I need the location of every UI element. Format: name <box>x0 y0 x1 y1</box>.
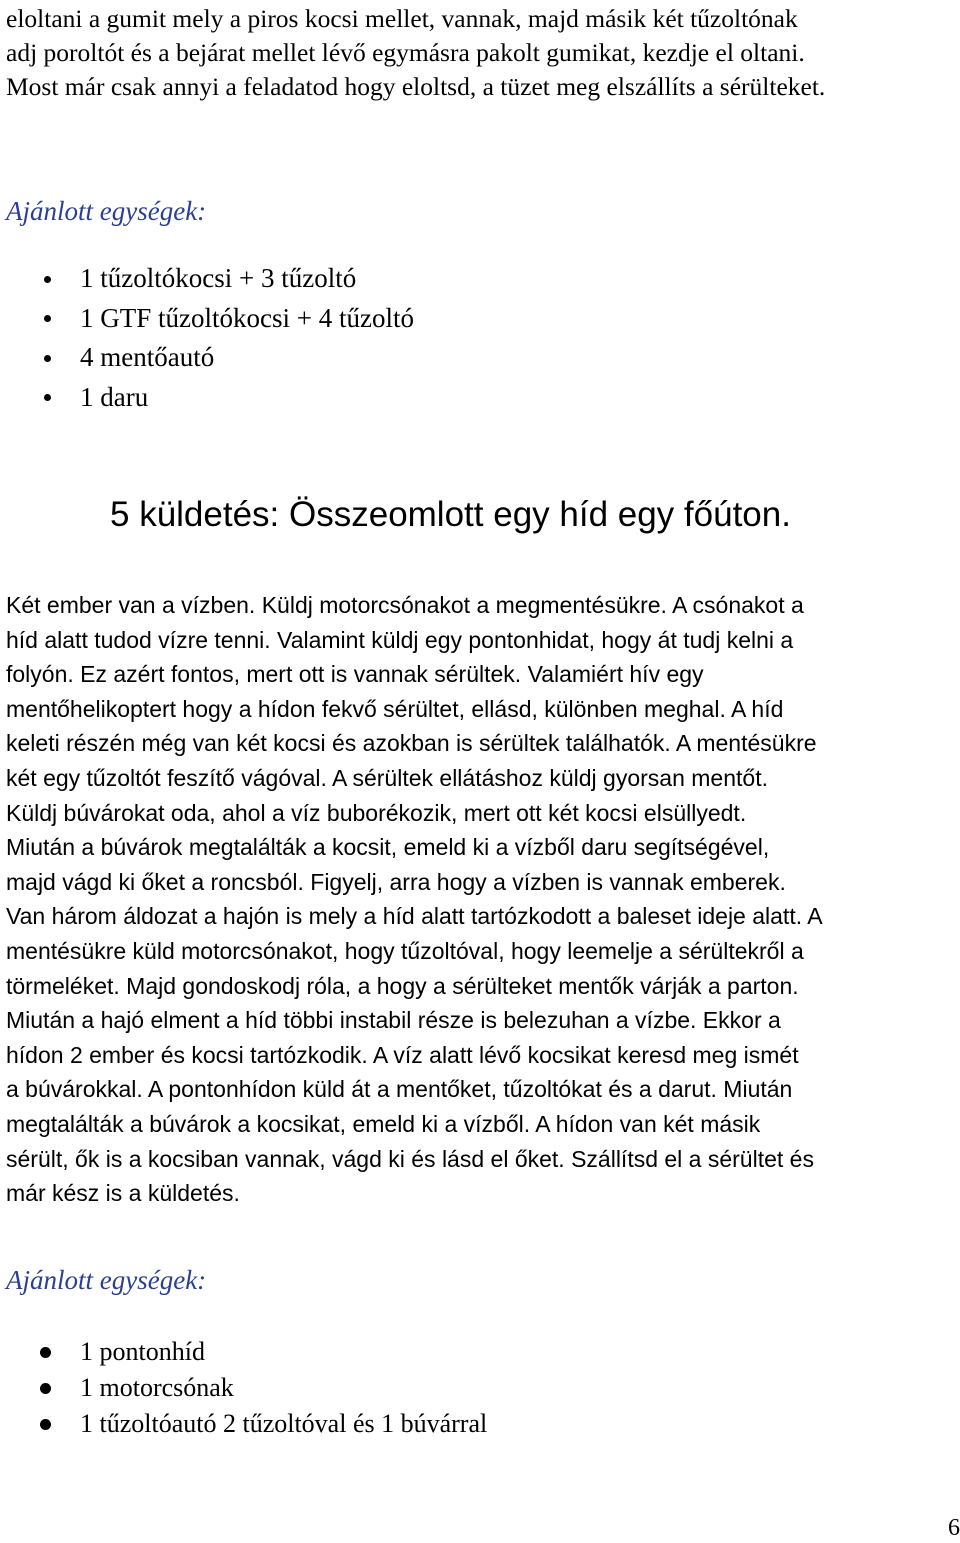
text-line: mentésükre küld motorcsónakot, hogy tűzoltóval, hogy leemelje a sérültekről a <box>6 937 804 964</box>
text-line: keleti részén még van két kocsi és azokban is sérültek találhatók. A mentésükre <box>6 730 817 757</box>
recommended-units-heading-2: Ajánlott egységek: <box>6 1265 207 1295</box>
bullet-icon <box>44 394 51 401</box>
list-item: 1 pontonhíd <box>0 1334 487 1370</box>
text-line: adj poroltót és a bejárat mellet lévő egymásra pakolt gumikat, kezdje el oltani. <box>6 38 805 67</box>
list-item: 1 motorcsónak <box>0 1370 487 1406</box>
text-line: hídon 2 ember és kocsi tartózkodik. A víz alatt lévő kocsikat keresd meg ismét <box>6 1041 799 1068</box>
list-item: 1 tűzoltókocsi + 3 tűzoltó <box>0 259 414 299</box>
text-line: megtalálták a búvárok a kocsikat, emeld ki a vízből. A hídon van két másik <box>6 1110 761 1137</box>
text-line: törmeléket. Majd gondoskodj róla, a hogy a sérülteket mentők várják a parton. <box>6 972 799 999</box>
text-line: Küldj búvárokat oda, ahol a víz buborékozik, mert ott két kocsi elsüllyedt. <box>6 799 747 826</box>
bullet-icon <box>44 276 51 283</box>
list-item: 4 mentőautó <box>0 338 414 378</box>
text-line: folyón. Ez azért fontos, mert ott is vannak sérültek. Valamiért hív egy <box>6 661 704 688</box>
bullet-icon <box>40 1347 51 1358</box>
bullet-icon <box>44 355 51 362</box>
text-line: Miután a búvárok megtalálták a kocsit, emeld ki a vízből daru segítségével, <box>6 834 770 861</box>
text-line: Miután a hajó elment a híd többi instabil része is belezuhan a vízbe. Ekkor a <box>6 1007 781 1034</box>
text-line: Most már csak annyi a feladatod hogy eloltsd, a tüzet meg elszállíts a sérülteket. <box>6 72 826 101</box>
text-line: híd alatt tudod vízre tenni. Valamint küldj egy pontonhidat, hogy át tudj kelni a <box>6 626 794 653</box>
list-item: 1 GTF tűzoltókocsi + 4 tűzoltó <box>0 299 414 339</box>
recommended-units-list-2 <box>0 1334 487 1442</box>
text-line: sérült, ők is a kocsiban vannak, vágd ki és lásd el őket. Szállítsd el a sérültet és <box>6 1145 814 1172</box>
bullet-icon <box>40 1383 51 1394</box>
text-line: már kész is a küldetés. <box>6 1180 240 1207</box>
recommended-units-heading: Ajánlott egységek: <box>6 196 207 226</box>
list-item: 1 tűzoltóautó 2 tűzoltóval és 1 búvárral <box>0 1406 487 1442</box>
text-line: Két ember van a vízben. Küldj motorcsónakot a megmentésükre. A csónakot a <box>6 592 804 618</box>
bullet-icon <box>44 315 51 322</box>
page-number: 6 <box>948 1515 960 1541</box>
bullet-icon <box>40 1419 51 1430</box>
text-line: majd vágd ki őket a roncsból. Figyelj, arra hogy a vízben is vannak emberek. <box>6 868 786 895</box>
intro-paragraph <box>6 2 956 104</box>
text-line: a búvárokkal. A pontonhídon küld át a mentőket, tűzoltókat és a darut. Miután <box>6 1076 793 1103</box>
text-line: eloltani a gumit mely a piros kocsi mellet, vannak, majd másik két tűzoltónak <box>6 4 798 33</box>
text-line: mentőhelikoptert hogy a hídon fekvő sérültet, ellásd, különben meghal. A híd <box>6 695 784 722</box>
text-line: Van három áldozat a hajón is mely a híd alatt tartózkodott a baleset ideje alatt. A <box>6 903 823 930</box>
list-item: 1 daru <box>0 378 414 418</box>
mission-title: 5 küldetés: Összeomlott egy híd egy főúton. <box>110 495 791 534</box>
mission-paragraph <box>6 588 956 1211</box>
recommended-units-list <box>0 259 414 417</box>
text-line: két egy tűzoltót feszítő vágóval. A sérültek ellátáshoz küldj gyorsan mentőt. <box>6 764 768 791</box>
